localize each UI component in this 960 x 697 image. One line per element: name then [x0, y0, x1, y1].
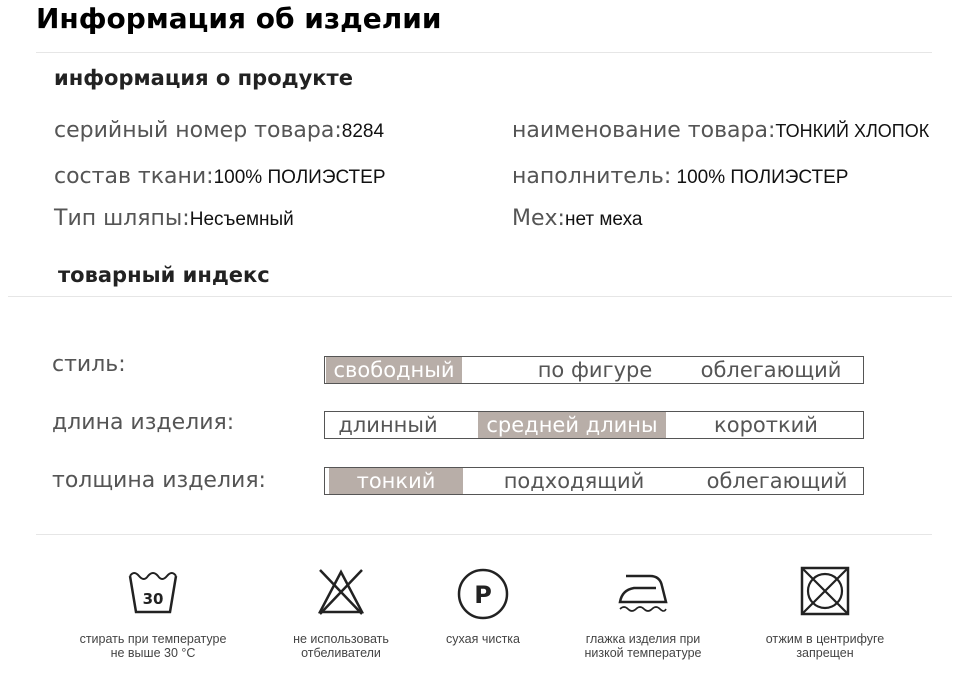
rating-option-fitted: по фигуре [537, 358, 653, 382]
rating-scale-length [324, 411, 864, 439]
rating-option-thin: тонкий [329, 468, 463, 494]
rating-label-thickness: толщина изделия: [52, 468, 266, 493]
spec-fur [512, 206, 642, 231]
care-iron-low [548, 566, 738, 660]
rating-option-tight: облегающий [700, 358, 842, 382]
spec-value: нет меха [564, 209, 643, 230]
spec-label: Тип шляпы: [54, 206, 190, 231]
wash-temp-number: 30 [142, 590, 164, 608]
spec-label: состав ткани: [54, 164, 214, 189]
spec-hat-type [54, 206, 294, 231]
rating-option-tight: облегающий [706, 469, 848, 493]
care-caption: глажка изделия при низкой температуре [584, 632, 702, 660]
spec-value: ТОНКИЙ ХЛОПОК [775, 121, 930, 141]
dry-clean-letter: P [474, 581, 492, 609]
care-no-tumble-dry [730, 566, 920, 660]
divider [36, 52, 932, 53]
divider [36, 534, 932, 535]
spec-serial-number [54, 118, 384, 143]
spec-value: 100% ПОЛИЭСТЕР [213, 167, 386, 188]
care-wash-30 [58, 566, 248, 660]
rating-option-medium: средней длины [478, 412, 666, 438]
care-caption: стирать при температуре не выше 30 °C [79, 632, 227, 660]
rating-scale-thickness [324, 467, 864, 495]
rating-option-short: короткий [714, 413, 818, 437]
dry-clean-p-icon [455, 566, 511, 622]
spec-value: Несъемный [189, 209, 294, 230]
wash-30-icon [126, 566, 180, 618]
page-title: Информация об изделии [36, 2, 442, 35]
spec-label: Мех: [512, 206, 565, 231]
care-caption: не использовать отбеливатели [293, 632, 389, 660]
rating-option-loose: свободный [326, 357, 462, 383]
spec-label: серийный номер товара: [54, 118, 342, 143]
spec-label: наименование товара: [512, 118, 776, 143]
spec-fabric-composition [54, 164, 386, 189]
spec-label: наполнитель: [512, 164, 672, 189]
spec-product-name [512, 118, 929, 143]
no-bleach-icon [314, 566, 368, 618]
rating-scale-style [324, 356, 864, 384]
spec-filler [512, 164, 848, 189]
rating-option-suitable: подходящий [503, 469, 645, 493]
spec-value: 8284 [341, 121, 385, 142]
spec-value: 100% ПОЛИЭСТЕР [671, 167, 849, 188]
care-caption: отжим в центрифуге запрещен [765, 632, 885, 660]
section-title-product-index: товарный индекс [58, 263, 270, 287]
section-title-product-info: информация о продукте [54, 66, 353, 90]
divider [8, 296, 952, 297]
care-caption: сухая чистка [446, 632, 520, 646]
no-tumble-dry-icon [798, 566, 852, 618]
iron-low-icon [616, 566, 670, 618]
rating-option-long: длинный [338, 413, 438, 437]
rating-label-length: длина изделия: [52, 410, 235, 435]
rating-label-style: стиль: [52, 352, 126, 377]
